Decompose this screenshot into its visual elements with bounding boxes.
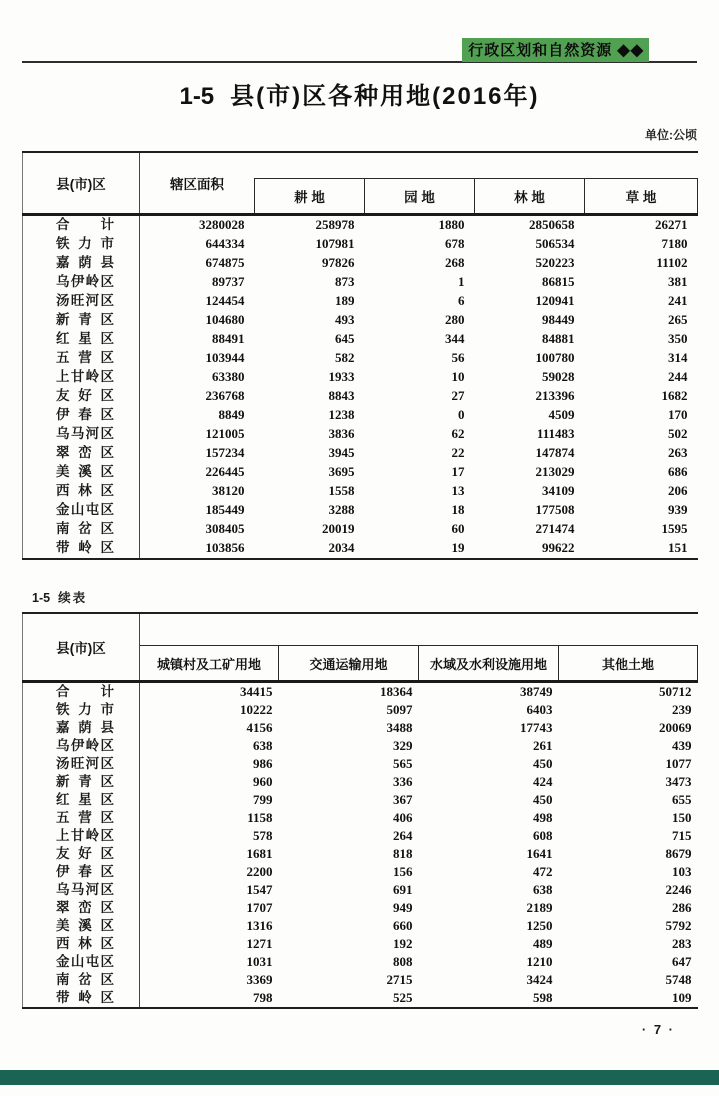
table2-body [23,682,698,1009]
continued-table-text: 续表 [58,590,88,605]
cell-value: 213396 [535,388,575,403]
cell-value: 520223 [535,255,575,270]
cell-value: 2034 [328,540,355,555]
row-label: 新青区 [23,773,140,791]
cell-value: 226445 [205,464,245,479]
table-row [23,881,698,899]
cell-value: 18364 [380,684,413,699]
row-label: 带岭区 [23,989,140,1008]
cell-value: 60 [451,521,465,536]
row-label: 西林区 [23,482,140,501]
continued-table-number: 1-5 [32,590,51,605]
cell-value: 502 [668,426,688,441]
cell-value: 691 [393,882,413,897]
cell-value: 109 [672,990,692,1005]
cell-value: 498 [533,810,553,825]
row-label: 嘉荫县 [23,719,140,737]
table-row [23,737,698,755]
cell-value: 239 [672,702,692,717]
cell-value: 674875 [205,255,245,270]
cell-value: 686 [668,464,688,479]
cell-value: 678 [445,236,465,251]
cell-value: 1250 [526,918,553,933]
row-label: 乌马河区 [23,881,140,899]
cell-value: 20069 [659,720,692,735]
row-label: 乌伊岭区 [23,273,140,292]
cell-value: 89737 [212,274,245,289]
continued-table-label [32,588,697,606]
cell-value: 170 [668,407,688,422]
table-row [23,273,698,292]
cell-value: 20019 [322,521,355,536]
table-row [23,292,698,311]
cell-value: 147874 [535,445,575,460]
cell-value: 8679 [665,846,692,861]
cell-value: 525 [393,990,413,1005]
cell-value: 5792 [665,918,692,933]
cell-value: 565 [393,756,413,771]
row-label: 西林区 [23,935,140,953]
cell-value: 1558 [328,483,355,498]
column-header-region: 县(市)区 [23,152,140,214]
cell-value: 268 [445,255,465,270]
cell-value: 189 [335,293,355,308]
cell-value: 7180 [661,236,688,251]
table1-header [23,152,698,214]
cell-value: 5097 [386,702,413,717]
cell-value: 3369 [246,972,273,987]
cell-value: 286 [672,900,692,915]
table-row [23,330,698,349]
cell-value: 818 [393,846,413,861]
table-row [23,406,698,425]
cell-value: 38120 [212,483,245,498]
cell-value: 799 [253,792,273,807]
unit-label: 单位:公顷 [645,128,697,142]
table-row [23,989,698,1008]
cell-value: 424 [533,774,553,789]
cell-value: 493 [335,312,355,327]
column-header-area: 辖区面积 [170,176,224,192]
table2-header [23,613,698,682]
cell-value: 11102 [656,255,688,270]
table-row [23,444,698,463]
cell-value: 263 [668,445,688,460]
table-row [23,682,698,702]
cell-value: 1271 [246,936,273,951]
cell-value: 99622 [542,540,575,555]
table-row [23,755,698,773]
cell-value: 104680 [205,312,245,327]
table-row [23,235,698,254]
table-row [23,482,698,501]
cell-value: 8843 [328,388,355,403]
cell-value: 280 [445,312,465,327]
header-spacer [255,152,698,178]
cell-value: 1238 [328,407,355,422]
cell-value: 5748 [665,972,692,987]
cell-value: 62 [451,426,465,441]
cell-value: 1 [458,274,465,289]
cell-value: 1707 [246,900,273,915]
row-label: 五营区 [23,349,140,368]
cell-value: 185449 [205,502,245,517]
row-label: 翠峦区 [23,444,140,463]
cell-value: 2189 [526,900,553,915]
cell-value: 10222 [240,702,273,717]
row-label: 嘉荫县 [23,254,140,273]
cell-value: 450 [533,756,553,771]
table-row [23,463,698,482]
cell-value: 177508 [535,502,575,517]
cell-value: 156 [393,864,413,879]
row-label: 合计 [23,682,140,702]
cell-value: 2715 [386,972,413,987]
cell-value: 450 [533,792,553,807]
cell-value: 939 [668,502,688,517]
table1-body [23,214,698,559]
table-row [23,899,698,917]
row-label: 红星区 [23,791,140,809]
cell-value: 8849 [218,407,245,422]
row-label: 金山屯区 [23,501,140,520]
cell-value: 26271 [655,217,688,232]
cell-value: 3836 [328,426,355,441]
row-label: 铁力市 [23,235,140,254]
cell-value: 314 [668,350,688,365]
table-row [23,311,698,330]
row-label: 翠峦区 [23,899,140,917]
cell-value: 63380 [212,369,245,384]
cell-value: 1880 [438,217,465,232]
row-label: 汤旺河区 [23,292,140,311]
cell-value: 88491 [212,331,245,346]
cell-value: 34415 [240,684,273,699]
row-label: 伊春区 [23,863,140,881]
cell-value: 472 [533,864,553,879]
cell-value: 1641 [526,846,553,861]
cell-value: 103 [672,864,692,879]
table-row [23,387,698,406]
cell-value: 27 [451,388,465,403]
cell-value: 283 [672,936,692,951]
page-title [22,83,697,111]
cell-value: 1158 [247,810,273,825]
cell-value: 192 [393,936,413,951]
cell-value: 241 [668,293,688,308]
column-header-cultivated-land: 耕 地 [255,178,365,214]
row-label: 南岔区 [23,520,140,539]
footer-bar [0,1070,719,1085]
cell-value: 120941 [535,293,575,308]
cell-value: 1933 [328,369,355,384]
cell-value: 638 [533,882,553,897]
section-header-band [462,38,649,62]
column-header-other-land: 其他土地 [559,646,698,682]
row-label: 友好区 [23,845,140,863]
cell-value: 2200 [246,864,273,879]
cell-value: 1210 [526,954,553,969]
diamond-icons: ◆◆ [617,42,644,59]
cell-value: 582 [335,350,355,365]
cell-value: 6 [458,293,465,308]
cell-value: 645 [335,331,355,346]
cell-value: 3424 [526,972,553,987]
cell-value: 608 [533,828,553,843]
cell-value: 206 [668,483,688,498]
cell-value: 17 [451,464,465,479]
row-label: 友好区 [23,387,140,406]
section-header-text: 行政区划和自然资源 [468,42,613,59]
row-label: 伊春区 [23,406,140,425]
land-use-table-continued [22,612,698,1010]
table-row [23,863,698,881]
column-header-garden-land: 园 地 [365,178,475,214]
table-row [23,935,698,953]
cell-value: 86815 [542,274,575,289]
cell-value: 50712 [659,684,692,699]
cell-value: 489 [533,936,553,951]
row-label: 带岭区 [23,539,140,559]
cell-value: 38749 [520,684,553,699]
cell-value: 808 [393,954,413,969]
table-row [23,520,698,539]
row-label: 五营区 [23,809,140,827]
row-label: 乌马河区 [23,425,140,444]
table-row [23,701,698,719]
cell-value: 1031 [246,954,273,969]
cell-value: 150 [672,810,692,825]
page-title-text: 县(市)区各种用地(2016年) [230,83,540,110]
cell-value: 873 [335,274,355,289]
cell-value: 236768 [205,388,245,403]
cell-value: 638 [253,738,273,753]
row-label: 南岔区 [23,971,140,989]
cell-value: 598 [533,990,553,1005]
cell-value: 3280028 [199,217,245,232]
table-row [23,917,698,935]
table-row [23,254,698,273]
cell-value: 0 [458,407,465,422]
table-row [23,953,698,971]
cell-value: 18 [451,502,465,517]
cell-value: 103856 [205,540,245,555]
column-header-region: 县(市)区 [23,613,140,682]
cell-value: 59028 [542,369,575,384]
table-row [23,791,698,809]
cell-value: 244 [668,369,688,384]
cell-value: 329 [393,738,413,753]
column-header-grass-land: 草 地 [585,178,698,214]
row-label: 上甘岭区 [23,368,140,387]
cell-value: 367 [393,792,413,807]
row-label: 合计 [23,214,140,235]
cell-value: 22 [451,445,465,460]
table-row [23,845,698,863]
table-row [23,809,698,827]
cell-value: 308405 [205,521,245,536]
column-header-transport-land: 交通运输用地 [279,646,419,682]
cell-value: 258978 [315,217,355,232]
page-title-number: 1-5 [179,83,215,110]
table-row [23,539,698,559]
cell-value: 13 [451,483,465,498]
cell-value: 264 [393,828,413,843]
cell-value: 1682 [661,388,688,403]
cell-value: 17743 [520,720,553,735]
cell-value: 439 [672,738,692,753]
cell-value: 97826 [322,255,355,270]
table-row [23,368,698,387]
cell-value: 6403 [526,702,553,717]
row-label: 美溪区 [23,463,140,482]
cell-value: 111483 [536,426,575,441]
land-use-table [22,151,698,560]
cell-value: 103944 [205,350,245,365]
cell-value: 3473 [665,774,692,789]
row-label: 新青区 [23,311,140,330]
table-row [23,214,698,235]
cell-value: 261 [533,738,553,753]
cell-value: 644334 [205,236,245,251]
cell-value: 1595 [661,521,688,536]
table-row [23,773,698,791]
cell-value: 56 [451,350,465,365]
column-header-forest-land: 林 地 [475,178,585,214]
row-label: 上甘岭区 [23,827,140,845]
cell-value: 10 [451,369,465,384]
cell-value: 271474 [535,521,575,536]
cell-value: 98449 [542,312,575,327]
cell-value: 350 [668,331,688,346]
cell-value: 2850658 [529,217,575,232]
row-label: 美溪区 [23,917,140,935]
cell-value: 986 [253,756,273,771]
cell-value: 3288 [328,502,355,517]
row-label: 汤旺河区 [23,755,140,773]
row-label: 乌伊岭区 [23,737,140,755]
cell-value: 1077 [665,756,692,771]
cell-value: 647 [672,954,692,969]
cell-value: 336 [393,774,413,789]
cell-value: 960 [253,774,273,789]
cell-value: 660 [393,918,413,933]
cell-value: 578 [253,828,273,843]
cell-value: 3695 [328,464,355,479]
cell-value: 798 [253,990,273,1005]
page [0,38,719,1037]
cell-value: 19 [451,540,465,555]
cell-value: 4156 [246,720,273,735]
table-row [23,971,698,989]
cell-value: 3488 [386,720,413,735]
cell-value: 213029 [535,464,575,479]
cell-value: 34109 [542,483,575,498]
cell-value: 3945 [328,445,355,460]
section-header-bar [22,38,697,60]
table-row [23,349,698,368]
cell-value: 1681 [246,846,273,861]
table-row [23,425,698,444]
cell-value: 715 [672,828,692,843]
cell-value: 1316 [246,918,273,933]
cell-value: 124454 [205,293,245,308]
row-label: 金山屯区 [23,953,140,971]
cell-value: 2246 [665,882,692,897]
table-row [23,827,698,845]
cell-value: 157234 [205,445,245,460]
column-header-water-facility-land: 水域及水利设施用地 [419,646,559,682]
cell-value: 381 [668,274,688,289]
cell-value: 151 [668,540,688,555]
row-label: 红星区 [23,330,140,349]
row-label: 铁力市 [23,701,140,719]
cell-value: 107981 [315,236,355,251]
cell-value: 406 [393,810,413,825]
cell-value: 84881 [542,331,575,346]
column-header-urban-industrial-land: 城镇村及工矿用地 [140,646,279,682]
table-row [23,501,698,520]
cell-value: 655 [672,792,692,807]
cell-value: 121005 [205,426,245,441]
cell-value: 949 [393,900,413,915]
cell-value: 100780 [535,350,575,365]
cell-value: 506534 [535,236,575,251]
cell-value: 4509 [548,407,575,422]
cell-value: 1547 [246,882,273,897]
cell-value: 344 [445,331,465,346]
cell-value: 265 [668,312,688,327]
header-spacer [140,613,698,646]
table-row [23,719,698,737]
page-number: · 7 · [641,1022,675,1037]
